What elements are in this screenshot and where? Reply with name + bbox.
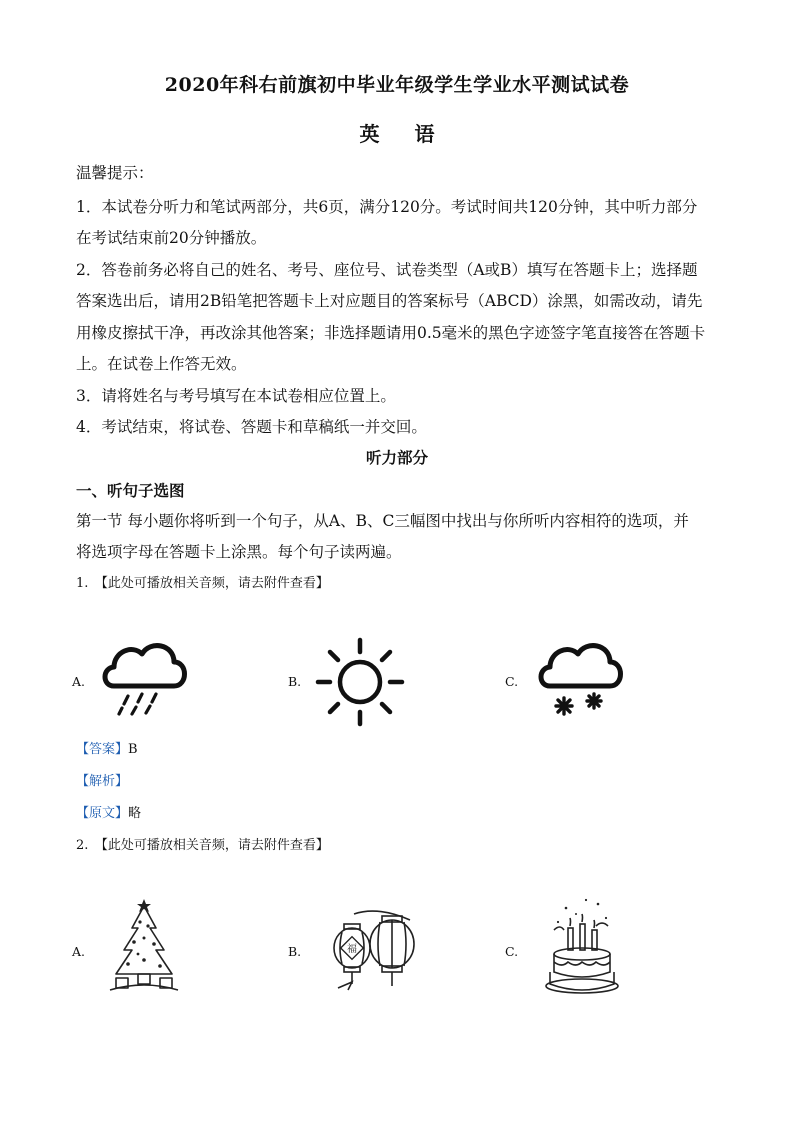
question-prompt: 1. 【此处可播放相关音频，请去附件查看】 [76,576,329,591]
note-line: 答案选出后，请用2B铅笔把答题卡上对应题目的答案标号（ABCD）涂黑，如需改动，请先 [76,292,703,310]
lantern-icon [318,904,426,996]
option-label: B. [288,674,302,689]
answer-value: B [128,742,138,757]
option-label: C. [505,944,519,959]
option-label: C. [505,674,519,689]
analysis-line [76,770,128,789]
option-label: A. [72,944,86,959]
original-line [76,802,141,821]
original-value: 略 [128,806,142,821]
rain-cloud-icon [98,634,190,718]
note-line: 4．考试结束，将试卷、答题卡和草稿纸一并交回。 [76,418,427,436]
answer-label: 【答案】 [76,742,129,757]
notes-heading: 温馨提示： [76,164,154,182]
instruction-line: 第一节 每小题你将听到一个句子，从A、B、C三幅图中找出与你所听内容相符的选项，并 [76,512,689,530]
note-line: 上。在试卷上作答无效。 [76,355,247,373]
note-line: 2．答卷前务必将自己的姓名、考号、座位号、试卷类型（A或B）填写在答题卡上；选择题 [76,261,698,279]
original-label: 【原文】 [76,806,129,821]
instruction-line: 将选项字母在答题卡上涂黑。每个句子读两遍。 [76,543,402,561]
question-prompt: 2. 【此处可播放相关音频，请去附件查看】 [76,838,329,853]
option-label: B. [288,944,302,959]
note-line: 在考试结束前20分钟播放。 [76,229,267,247]
birthday-cake-icon [540,896,624,1000]
option-label: A. [72,674,86,689]
svg-text:福: 福 [347,944,357,955]
note-line: 3．请将姓名与考号填写在本试卷相应位置上。 [76,387,396,405]
part-title: 一、听句子选图 [76,481,185,500]
section-title: 听力部分 [365,448,428,467]
exam-title: 2020年科右前旗初中毕业年级学生学业水平测试试卷 [164,74,630,96]
subject-title: 英 语 [359,122,449,146]
answer-line [76,738,138,757]
note-line: 用橡皮擦拭干净，再改涂其他答案；非选择题请用0.5毫米的黑色字迹签字笔直接答在答题卡 [76,324,706,342]
snow-cloud-icon [534,630,626,720]
sun-icon [314,636,406,728]
christmas-tree-icon [102,898,186,998]
analysis-label: 【解析】 [76,774,129,789]
note-line: 1．本试卷分听力和笔试两部分，共6页，满分120分。考试时间共120分钟，其中听力部分 [76,198,698,216]
